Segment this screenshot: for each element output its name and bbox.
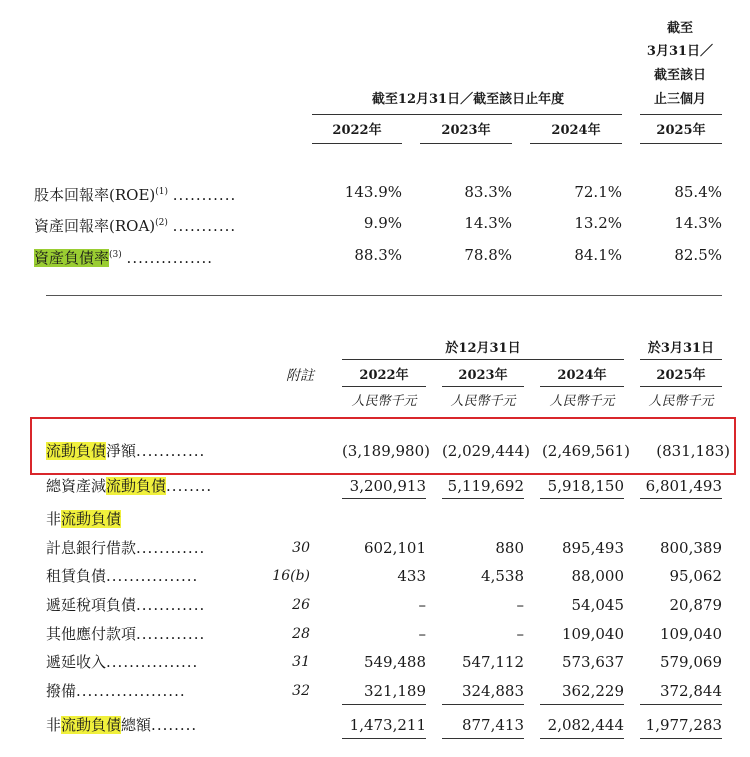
t2-unit-2023: 人民幣千元 [450, 394, 516, 409]
t2-total-rule-2 [442, 738, 524, 739]
t2-r8-rule-2 [442, 704, 524, 705]
t2-r4-2025: 95,062 [669, 567, 722, 585]
t1-roa-2022: 9.9% [363, 214, 402, 232]
t1-group-header: 截至12月31日／截至該日止年度 [371, 92, 565, 107]
t2-r0-2025: (831,183) [656, 442, 730, 460]
t2-r9-2023: 877,413 [461, 716, 524, 734]
t1-group-rule [312, 114, 622, 115]
t2-r6-2024: 109,040 [561, 625, 624, 643]
t1-debt-2023: 78.8% [464, 246, 512, 264]
t1-right-header-2: 3月31日／ [646, 44, 714, 59]
t1-roa-2023: 14.3% [464, 214, 512, 232]
t2-r5-2025: 20,879 [669, 596, 722, 614]
t2-r0-2022: (3,189,980) [341, 442, 430, 460]
t2-r6-2022: – [418, 625, 426, 643]
t2-r8-rule-1 [342, 704, 426, 705]
t2-r6-2025: 109,040 [659, 625, 722, 643]
t2-r1-rule-2 [442, 498, 524, 499]
t2-year-2023: 2023年 [458, 368, 508, 383]
t2-r9-2022: 1,473,211 [349, 716, 426, 734]
t2-r1-2025: 6,801,493 [645, 477, 722, 495]
t2-non-current-liabilities-heading: 非流動負債 [46, 510, 122, 528]
t2-r1-rule-3 [540, 498, 624, 499]
t1-row-debt-ratio-label: 資產負債率$^{(3)}$ ............... [34, 249, 214, 267]
t1-year-2025: 2025年 [656, 123, 706, 138]
t2-r4-2022: 433 [397, 567, 426, 585]
t2-year-rule-1 [342, 386, 426, 387]
t2-year-2022: 2022年 [359, 368, 409, 383]
t2-r3-2023: 880 [495, 539, 524, 557]
t2-year-rule-3 [540, 386, 624, 387]
t2-r7-2022: 549,488 [363, 653, 426, 671]
t2-row-lease-liabilities-label: 租賃負債................ [46, 567, 199, 585]
t2-r1-2023: 5,119,692 [447, 477, 524, 495]
t2-year-rule-4 [640, 386, 722, 387]
t2-r8-note: 32 [292, 683, 310, 699]
t1-row-roa-label: 資產回報率(ROA)$^{(2)}$ ........... [34, 217, 237, 235]
t2-r8-rule-4 [640, 704, 722, 705]
t2-row-deferred-tax-label: 遞延稅項負債............ [46, 596, 206, 614]
t2-row-deferred-income-label: 遞延收入................ [46, 653, 199, 671]
t2-r0-2023: (2,029,444) [441, 442, 530, 460]
t2-r1-2024: 5,918,150 [547, 477, 624, 495]
t1-year-rule-4 [640, 143, 722, 144]
t2-group-rule-left [342, 359, 624, 360]
t2-r7-note: 31 [292, 654, 310, 670]
t2-row-provisions-label: 撥備................... [46, 682, 186, 700]
t2-group-header-left: 於12月31日 [445, 341, 521, 356]
t2-unit-2024: 人民幣千元 [549, 394, 615, 409]
t2-row-total-non-current-liabilities-label: 非流動負債總額........ [46, 716, 198, 734]
t2-row-total-assets-less-cl-label: 總資產減流動負債........ [46, 477, 213, 495]
t1-year-2022: 2022年 [332, 123, 382, 138]
t2-r7-2024: 573,637 [561, 653, 624, 671]
t1-roa-2025: 14.3% [674, 214, 722, 232]
t1-roe-2022: 143.9% [344, 183, 402, 201]
t1-debt-2024: 84.1% [574, 246, 622, 264]
t1-debt-2025: 82.5% [674, 246, 722, 264]
t2-r9-2024: 2,082,444 [547, 716, 624, 734]
t1-right-header-3: 截至該日 [653, 68, 706, 83]
section-divider [46, 295, 722, 296]
t2-row-other-payables-label: 其他應付款項............ [46, 625, 206, 643]
t1-year-2024: 2024年 [551, 123, 601, 138]
t2-r1-rule-1 [342, 498, 426, 499]
t2-r3-note: 30 [292, 540, 310, 556]
t2-r8-2024: 362,229 [561, 682, 624, 700]
t1-right-rule [640, 114, 722, 115]
t2-row-net-current-liabilities-label: 流動負債淨額............ [46, 442, 206, 460]
t2-total-rule-1 [342, 738, 426, 739]
t2-r5-2023: – [516, 596, 524, 614]
t1-row-roe-label: 股本回報率(ROE)$^{(1)}$ ........... [34, 186, 237, 204]
t1-year-rule-2 [420, 143, 512, 144]
t1-roe-2024: 72.1% [574, 183, 622, 201]
t2-notes-header: 附註 [286, 368, 314, 384]
t2-r5-2022: – [418, 596, 426, 614]
t2-total-rule-3 [540, 738, 624, 739]
t1-right-header-1: 截至 [666, 21, 693, 36]
t2-r0-2024: (2,469,561) [541, 442, 630, 460]
t2-r6-2023: – [516, 625, 524, 643]
t2-r3-2022: 602,101 [363, 539, 426, 557]
t1-debt-2022: 88.3% [354, 246, 402, 264]
t1-roa-2024: 13.2% [574, 214, 622, 232]
t2-r7-2025: 579,069 [659, 653, 722, 671]
t1-roe-2023: 83.3% [464, 183, 512, 201]
t1-right-header-4: 止三個月 [653, 92, 706, 107]
t2-group-header-right: 於3月31日 [647, 341, 715, 356]
t2-r8-2025: 372,844 [659, 682, 722, 700]
t2-year-2024: 2024年 [557, 368, 607, 383]
t2-r9-2025: 1,977,283 [645, 716, 722, 734]
t1-year-rule-1 [312, 143, 402, 144]
t2-r1-rule-4 [640, 498, 722, 499]
t1-roe-2025: 85.4% [674, 183, 722, 201]
t2-row-bank-borrowings-label: 計息銀行借款............ [46, 539, 206, 557]
t1-year-rule-3 [530, 143, 622, 144]
t2-r1-2022: 3,200,913 [349, 477, 426, 495]
t1-year-2023: 2023年 [441, 123, 491, 138]
t2-r3-2024: 895,493 [561, 539, 624, 557]
t2-r5-note: 26 [292, 597, 310, 613]
t2-r7-2023: 547,112 [461, 653, 524, 671]
t2-r4-2024: 88,000 [571, 567, 624, 585]
t2-r8-rule-3 [540, 704, 624, 705]
t2-year-rule-2 [442, 386, 524, 387]
t2-unit-2022: 人民幣千元 [351, 394, 417, 409]
t2-r5-2024: 54,045 [571, 596, 624, 614]
t2-group-rule-right [640, 359, 722, 360]
t2-year-2025: 2025年 [656, 368, 706, 383]
t2-r8-2023: 324,883 [461, 682, 524, 700]
t2-r3-2025: 800,389 [659, 539, 722, 557]
t2-unit-2025: 人民幣千元 [648, 394, 714, 409]
t2-r4-2023: 4,538 [481, 567, 524, 585]
t2-r8-2022: 321,189 [363, 682, 426, 700]
t2-r4-note: 16(b) [272, 568, 310, 584]
t2-total-rule-4 [640, 738, 722, 739]
t2-r6-note: 28 [292, 626, 310, 642]
